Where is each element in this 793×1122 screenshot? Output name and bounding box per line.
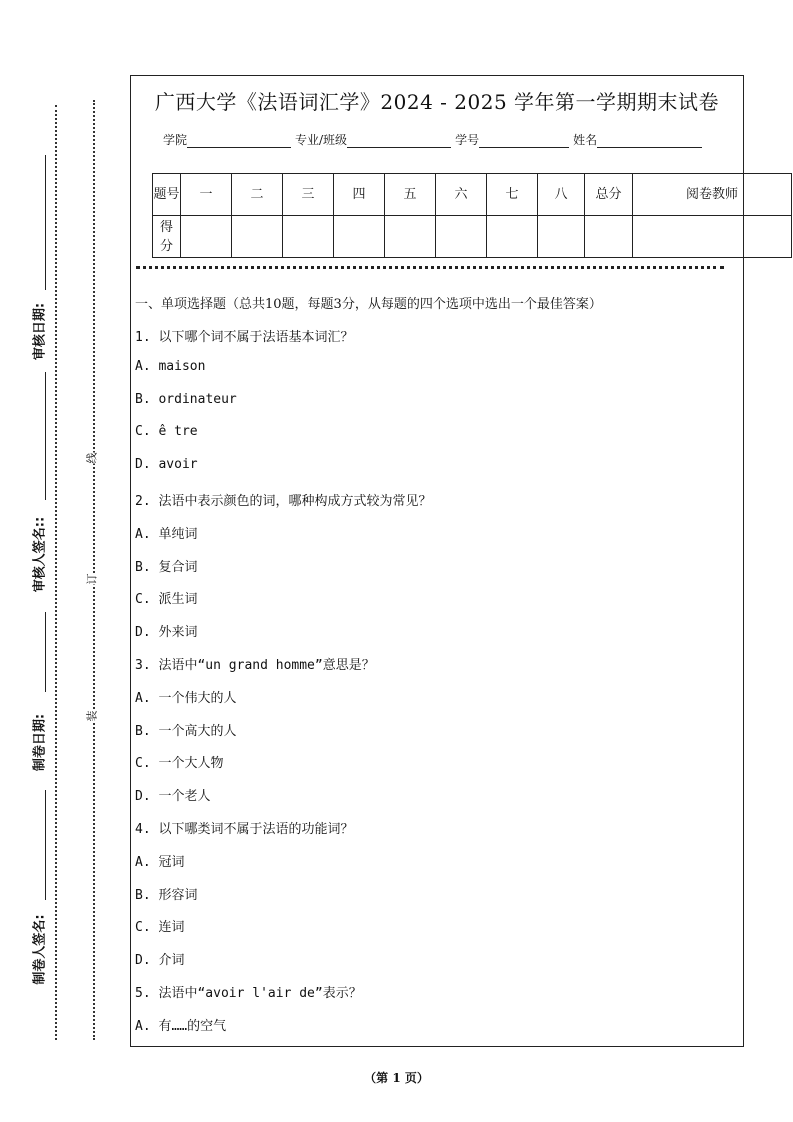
maker-sign-label: 制卷人签名: <box>29 910 48 990</box>
student-id-field[interactable] <box>479 133 569 148</box>
score-cell[interactable] <box>487 216 538 258</box>
college-field[interactable] <box>187 133 291 148</box>
answer-option: C. 连词 <box>135 920 185 936</box>
review-date-label: 审核日期: <box>29 297 48 367</box>
score-table <box>152 173 792 258</box>
make-date-label: 制卷日期: <box>29 708 48 778</box>
bind-mark: 订 <box>85 573 99 585</box>
outer-dotted-line <box>55 105 57 1040</box>
score-cell[interactable] <box>385 216 436 258</box>
column-header: 六 <box>436 174 487 216</box>
bind-mark: 线 <box>85 452 99 464</box>
score-cell[interactable] <box>633 216 792 258</box>
name-field[interactable] <box>597 133 702 148</box>
column-header: 三 <box>283 174 334 216</box>
column-header: 五 <box>385 174 436 216</box>
signature-line <box>45 790 46 900</box>
column-header: 总分 <box>585 174 633 216</box>
question-text: 5. 法语中“avoir l'air de”表示？ <box>135 986 362 1001</box>
score-cell[interactable] <box>538 216 585 258</box>
score-cell[interactable] <box>181 216 232 258</box>
signature-line <box>45 612 46 692</box>
column-header: 一 <box>181 174 232 216</box>
student-info-row <box>163 131 706 148</box>
score-cell[interactable] <box>436 216 487 258</box>
answer-option: B. 复合词 <box>135 559 198 575</box>
answer-option: C. 一个大人物 <box>135 756 224 772</box>
student-id-label: 学号 <box>455 133 480 147</box>
score-cell[interactable] <box>283 216 334 258</box>
column-header: 阅卷教师 <box>633 174 792 216</box>
question-text: 3. 法语中“un grand homme”意思是？ <box>135 658 375 673</box>
dotted-divider <box>136 266 724 269</box>
major-label: 专业/班级 <box>295 133 348 147</box>
answer-option: D. 介词 <box>135 953 185 969</box>
exam-title: 广西大学《法语词汇学》2024 - 2025 学年第一学期期末试卷 <box>154 90 720 114</box>
column-header: 二 <box>232 174 283 216</box>
answer-option: A. 有……的空气 <box>135 1018 227 1034</box>
answer-option: B. 形容词 <box>135 887 198 903</box>
section-heading: 一、单项选择题（总共10题，每题3分，从每题的四个选项中选出一个最佳答案） <box>135 297 602 312</box>
score-cell[interactable] <box>232 216 283 258</box>
table-row <box>153 174 792 216</box>
page-number: （第 1 页） <box>364 1071 429 1085</box>
college-label: 学院 <box>163 133 188 147</box>
answer-option: D. 一个老人 <box>135 789 211 805</box>
table-row <box>153 216 792 258</box>
bind-mark: 装 <box>85 710 99 722</box>
answer-option: C. 派生词 <box>135 592 198 608</box>
major-field[interactable] <box>347 133 451 148</box>
question-text: 2. 法语中表示颜色的词，哪种构成方式较为常见？ <box>135 494 432 509</box>
signature-line <box>45 155 46 290</box>
column-header: 八 <box>538 174 585 216</box>
signature-line <box>45 372 46 500</box>
answer-option: A. 冠词 <box>135 854 185 870</box>
answer-option: B. 一个高大的人 <box>135 723 237 739</box>
name-label: 姓名 <box>573 133 598 147</box>
reviewer-sign-label: 审核人签名:: <box>29 510 48 600</box>
answer-option: D. 外来词 <box>135 625 198 641</box>
column-header: 四 <box>334 174 385 216</box>
binding-dotted-line <box>93 100 95 1040</box>
answer-option: A. maison <box>135 358 206 374</box>
column-header: 七 <box>487 174 538 216</box>
question-text: 4. 以下哪类词不属于法语的功能词？ <box>135 822 354 837</box>
score-cell[interactable] <box>334 216 385 258</box>
question-text: 1. 以下哪个词不属于法语基本词汇？ <box>135 330 354 345</box>
answer-option: B. ordinateur <box>135 391 237 407</box>
answer-option: A. 一个伟大的人 <box>135 690 237 706</box>
score-label: 得分 <box>153 216 181 258</box>
answer-option: D. avoir <box>135 457 198 473</box>
answer-option: A. 单纯词 <box>135 526 198 542</box>
header-label: 题号 <box>153 174 181 216</box>
score-cell[interactable] <box>585 216 633 258</box>
answer-option: C. ê tre <box>135 424 198 440</box>
